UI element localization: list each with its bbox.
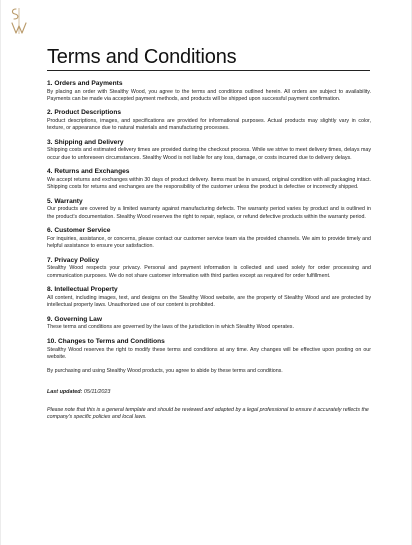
section-orders-payments (47, 80, 371, 103)
section-body: By placing an order with Stealthy Wood, you agree to the terms and conditions outlined herein. All orders are subject to availability. Payments can be made via accepted payment methods, and products will be shipped upon successful payment confirmation. (47, 88, 371, 102)
section-intellectual-property (47, 286, 371, 309)
section-customer-service (47, 227, 371, 250)
section-shipping-delivery (47, 139, 371, 162)
legal-disclaimer-note: Please note that this is a general template and should be reviewed and adapted by a legal professional to ensure it accurately reflects the company's specific policies and local laws. (47, 406, 369, 421)
terms-content (47, 80, 371, 421)
section-heading: 1. Orders and Payments (47, 80, 123, 87)
section-product-descriptions (47, 109, 371, 132)
section-heading: 6. Customer Service (47, 227, 111, 235)
section-body: Stealthy Wood reserves the right to modify these terms and conditions at any time. Any changes will be effective upon posting on our website. (47, 346, 371, 360)
section-warranty (47, 198, 371, 221)
page-title: Terms and Conditions (47, 46, 237, 68)
title-divider (47, 70, 370, 71)
section-body: For inquiries, assistance, or concerns, please contact our customer service team via the provided channels. We aim to provide timely and helpful assistance to ensure your satisfaction. (47, 235, 371, 250)
last-updated-date: 05/11/2023 (83, 388, 111, 395)
section-body: Product descriptions, images, and specifications are provided for informational purposes. Actual products may slightly vary in color, texture, or appearance due to natural materials and manufacturing processes. (47, 117, 371, 132)
section-privacy-policy (47, 257, 371, 280)
section-heading: 3. Shipping and Delivery (47, 138, 124, 146)
section-governing-law (47, 316, 371, 332)
section-heading: 4. Returns and Exchanges (47, 168, 130, 176)
last-updated (47, 389, 371, 396)
last-updated-label: Last updated: (47, 388, 83, 395)
section-body: Stealthy Wood respects your privacy. Personal and payment information is collected and used solely for order processing and communication purposes. We do not share customer information with third parties except as required for order fulfillment. (47, 265, 371, 279)
section-body: Our products are covered by a limited warranty against manufacturing defects. The warranty period varies by product and is outlined in the product's documentation. Stealthy Wood reserves the right to repair, replace, or refund defective products within the warranty period. (47, 206, 371, 220)
section-body: These terms and conditions are governed by the laws of the jurisdiction in which Stealthy Wood operates. (47, 324, 294, 331)
section-body: We accept returns and exchanges within 30 days of product delivery. Items must be in unused, original condition with all packaging intact. Shipping costs for returns and exchanges are the responsibility of the customer unless the product is defective or incorrectly shipped. (47, 176, 371, 191)
section-heading: 8. Intellectual Property (47, 286, 118, 294)
section-heading: 10. Changes to Terms and Conditions (47, 338, 165, 346)
section-changes-terms (47, 338, 371, 361)
section-heading: 5. Warranty (47, 197, 83, 205)
section-heading: 2. Product Descriptions (47, 109, 122, 117)
stealthy-wood-logo (8, 6, 30, 36)
section-body: All content, including images, text, and designs on the Stealthy Wood website, are the property of Stealthy Wood and are protected by intellectual property laws. Unauthorized use of our content is prohibited. (47, 294, 371, 309)
section-heading: 7. Privacy Policy (47, 256, 100, 264)
section-heading: 9. Governing Law (47, 315, 102, 323)
closing-statement: By purchasing and using Stealthy Wood products, you agree to abide by these terms and conditions. (47, 367, 283, 374)
section-body: Shipping costs and estimated delivery times are provided during the checkout process. While we strive to meet delivery times, delays may occur due to unforeseen circumstances. Stealthy Wood is not liable for any loss, damage, or costs incurred due to delivery delays. (47, 147, 371, 161)
section-returns-exchanges (47, 168, 371, 191)
